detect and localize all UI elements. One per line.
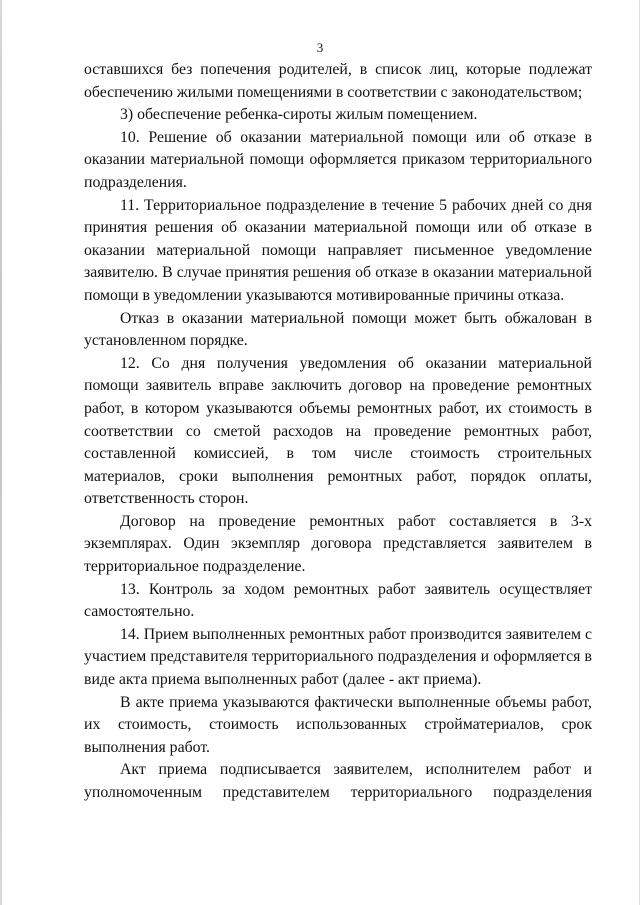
paragraph-13: 13. Контроль за ходом ремонтных работ заявитель осуществляет самостоятельно. — [84, 580, 592, 621]
paragraph-continuation: оставшихся без попечения родителей, в список лиц, которые подлежат обеспечению жилыми помещениями в соответствии с законодательством; — [84, 61, 592, 101]
paragraph-item-3: 3) обеспечение ребенка-сироты жилым помещением. — [120, 106, 478, 124]
paragraph-14-act-contents: В акте приема указываются фактически выполненные объемы работ, их стоимость, стоимость использованных стройматериалов, срок выполнения работ. — [84, 693, 592, 756]
scan-edge-left — [0, 0, 2, 905]
paragraph-12: 12. Со дня получения уведомления об оказании материальной помощи заявитель вправе заключить договор на проведение ремонтных работ, в котором указываются объемы ремонтных работ, их стоимость в соответствии со сметой расходов на проведение ремонтных работ, составленной комиссией, в том числе стоимость строительных материалов, сроки выполнения ремонтных работ, порядок оплаты, ответственность сторон. — [84, 354, 592, 508]
paragraph-14-act-signing: Акт приема подписывается заявителем, исполнителем работ и уполномоченным представителем территориального подразделения — [84, 761, 592, 801]
paragraph-12-contract: Договор на проведение ремонтных работ составляется в 3-х экземплярах. Один экземпляр договора представляется заявителем в территориальное подразделение. — [84, 512, 592, 576]
paragraph-14: 14. Прием выполненных ремонтных работ производится заявителем с участием представителя территориального подразделения и оформляется в виде акта приема выполненных работ (далее - акт приема). — [84, 625, 592, 689]
document-body — [84, 59, 592, 805]
paragraph-11-appeal: Отказ в оказании материальной помощи может быть обжалован в установленном порядке. — [84, 309, 592, 350]
paragraph-10: 10. Решение об оказании материальной помощи или об отказе в оказании материальной помощи оформляется приказом территориального подразделения. — [84, 128, 592, 191]
page-number: 3 — [316, 40, 324, 55]
paragraph-11: 11. Территориальное подразделение в течение 5 рабочих дней со дня принятия решения об оказании материальной помощи или об отказе в оказании материальной помощи направляет письменное уведомление заявителю. В случае принятия решения об отказе в оказании материальной помощи в уведомлении указываются мотивированные причины отказа. — [84, 196, 592, 304]
